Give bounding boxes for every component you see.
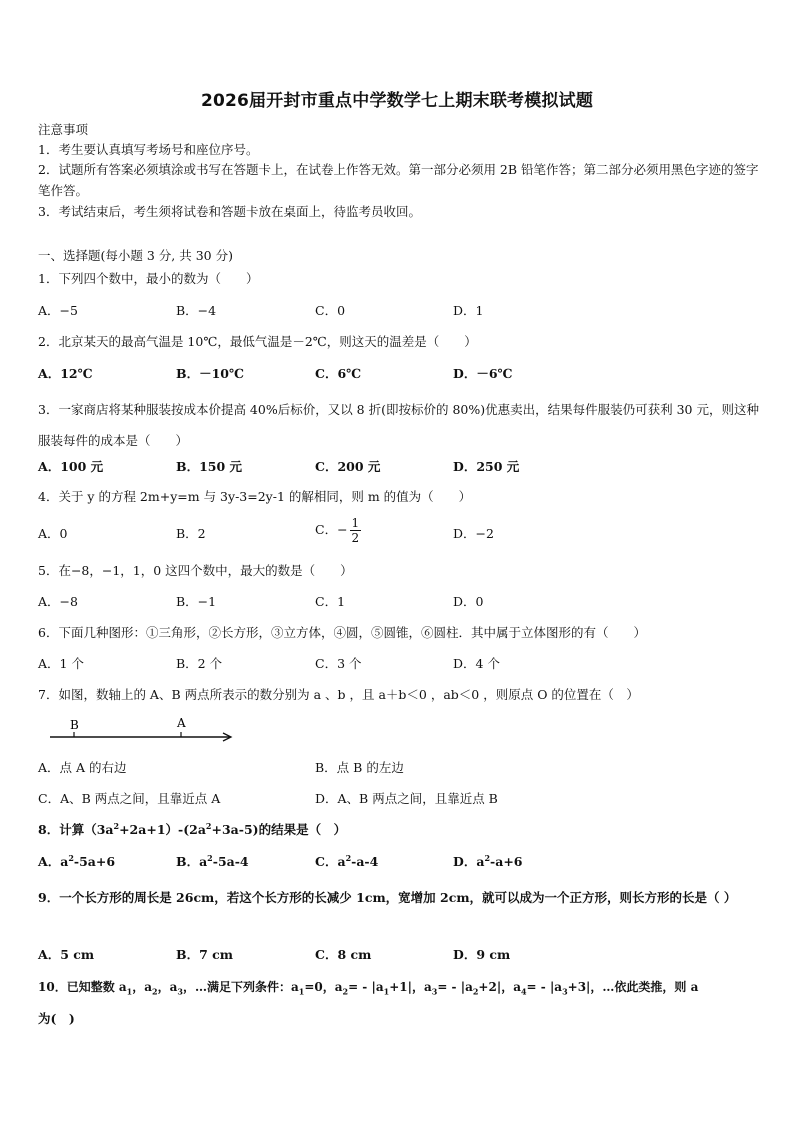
point-b-label: B bbox=[70, 718, 79, 732]
q2-option-c: C．6℃ bbox=[315, 366, 362, 381]
option-text: C．a bbox=[315, 854, 346, 869]
option-text: B．a bbox=[176, 854, 208, 869]
q8-option-b bbox=[176, 853, 249, 871]
q7-option-d: D．A、B 两点之间，且靠近点 B bbox=[315, 791, 498, 806]
notice-item-3: 3．考试结束后，考生须将试卷和答题卡放在桌面上，待监考员收回。 bbox=[38, 204, 421, 219]
q10-stem-part: ，a bbox=[132, 980, 153, 994]
question-7-stem: 7．如图，数轴上的 A、B 两点所表示的数分别为 a 、b ，且 a＋b＜0 ，ab＜0 ，则原点 O 的位置在（ ） bbox=[38, 687, 639, 702]
subscript: 3 bbox=[177, 986, 183, 997]
q10-stem-part: 10．已知整数 a bbox=[38, 980, 127, 994]
subscript: 2 bbox=[152, 986, 158, 997]
option-text: -5a+6 bbox=[73, 854, 116, 869]
q8-stem-part: +3a-5)的结果是（ ） bbox=[211, 822, 347, 837]
q6-option-b: B．2 个 bbox=[176, 656, 223, 671]
exponent: 2 bbox=[68, 852, 74, 863]
exponent: 2 bbox=[207, 852, 213, 863]
q10-stem-part: ，a bbox=[157, 980, 178, 994]
q8-option-d bbox=[453, 853, 523, 871]
question-10-stem bbox=[38, 978, 698, 996]
option-text: -a-4 bbox=[351, 854, 379, 869]
q2-option-a: A．12℃ bbox=[38, 366, 93, 381]
subscript: 2 bbox=[472, 986, 479, 997]
q4-option-b: B．2 bbox=[176, 526, 206, 541]
q9-option-c: C．8 cm bbox=[315, 947, 372, 962]
q10-stem-part: ，…满足下列条件：a bbox=[182, 980, 299, 994]
q1-option-d: D．1 bbox=[453, 303, 484, 318]
number-line-figure bbox=[50, 716, 240, 746]
q8-exponent: 2 bbox=[205, 820, 212, 831]
point-a-label: A bbox=[177, 716, 186, 730]
question-8-stem bbox=[38, 821, 346, 839]
question-10-stem-line2: 为( ) bbox=[38, 1011, 75, 1026]
subscript: 1 bbox=[298, 986, 305, 997]
q10-stem-part: +1|，a bbox=[389, 980, 432, 994]
fraction-numerator: 1 bbox=[351, 516, 360, 530]
exponent: 2 bbox=[484, 852, 491, 863]
question-9-stem: 9．一个长方形的周长是 26cm，若这个长方形的长减少 1cm，宽增加 2cm，就可以成为一个正方形，则长方形的长是（ ） bbox=[38, 890, 737, 905]
fraction-one-half bbox=[350, 516, 362, 545]
q8-stem-part: 8．计算（3a bbox=[38, 822, 114, 837]
q9-option-a: A．5 cm bbox=[38, 947, 95, 962]
q7-option-b: B．点 B 的左边 bbox=[315, 760, 404, 775]
option-text: A．a bbox=[38, 854, 69, 869]
question-4-stem: 4．关于 y 的方程 2m+y=m 与 3y-3=2y-1 的解相同，则 m 的值为（ ） bbox=[38, 489, 472, 504]
question-1-stem: 1．下列四个数中，最小的数为（ ） bbox=[38, 271, 259, 286]
q2-option-d: D．－6℃ bbox=[453, 366, 513, 381]
exponent: 2 bbox=[345, 852, 352, 863]
q1-option-a: A．−5 bbox=[38, 303, 78, 318]
option-text: -a+6 bbox=[490, 854, 523, 869]
option-text: -5a-4 bbox=[212, 854, 249, 869]
q10-stem-part: = - |a bbox=[437, 980, 473, 994]
q7-option-c: C．A、B 两点之间，且靠近点 A bbox=[38, 791, 221, 806]
q10-stem-part: +2|，a bbox=[478, 980, 521, 994]
section-heading: 一、选择题(每小题 3 分, 共 30 分) bbox=[38, 248, 233, 263]
notice-item-2: 2．试题所有答案必须填涂或书写在答题卡上，在试卷上作答无效。第一部分必须用 2B 铅笔作答；第二部分必须用黑色字迹的签字笔作答。 bbox=[38, 162, 759, 198]
q9-option-d: D．9 cm bbox=[453, 947, 511, 962]
q10-stem-part: =0，a bbox=[304, 980, 343, 994]
q10-stem-part: = - |a bbox=[348, 980, 384, 994]
q1-option-c: C．0 bbox=[315, 303, 346, 318]
q5-option-c: C．1 bbox=[315, 594, 346, 609]
q1-option-b: B．−4 bbox=[176, 303, 217, 318]
subscript: 3 bbox=[431, 986, 438, 997]
q9-option-b: B．7 cm bbox=[176, 947, 233, 962]
q6-option-d: D．4 个 bbox=[453, 656, 500, 671]
q6-option-c: C．3 个 bbox=[315, 656, 362, 671]
q4-option-a: A．0 bbox=[38, 526, 68, 541]
q8-option-a bbox=[38, 853, 115, 871]
notice-item-1: 1．考生要认真填写考场号和座位序号。 bbox=[38, 142, 259, 157]
q2-option-b: B．－10℃ bbox=[176, 366, 244, 381]
q10-stem-part: = - |a bbox=[526, 980, 563, 994]
page-title: 2026届开封市重点中学数学七上期末联考模拟试题 bbox=[200, 91, 594, 111]
q8-stem-part: +2a+1）-(2a bbox=[119, 822, 206, 837]
q10-stem-part: +3|，…依此类推，则 a bbox=[567, 980, 699, 994]
q8-exponent: 2 bbox=[113, 820, 120, 831]
subscript: 2 bbox=[342, 986, 349, 997]
q4-option-d: D．−2 bbox=[453, 526, 494, 541]
q8-option-c bbox=[315, 853, 378, 871]
q6-option-a: A．1 个 bbox=[38, 656, 84, 671]
q3-option-c: C．200 元 bbox=[315, 459, 381, 474]
option-text: D．a bbox=[453, 854, 485, 869]
q3-option-a: A．100 元 bbox=[38, 459, 104, 474]
question-5-stem: 5．在−8，−1，1，0 这四个数中，最大的数是（ ） bbox=[38, 563, 353, 578]
subscript: 1 bbox=[383, 986, 390, 997]
q3-option-d: D．250 元 bbox=[453, 459, 520, 474]
fraction-denominator: 2 bbox=[351, 531, 360, 545]
question-6-stem: 6．下面几种图形：①三角形，②长方形，③立方体，④圆，⑤圆锥，⑥圆柱．其中属于立体图形的有（ ） bbox=[38, 625, 646, 640]
q5-option-d: D．0 bbox=[453, 594, 484, 609]
q7-option-a: A．点 A 的右边 bbox=[38, 760, 127, 775]
q5-option-a: A．−8 bbox=[38, 594, 78, 609]
subscript: 4 bbox=[520, 986, 527, 997]
subscript: 1 bbox=[126, 986, 133, 997]
subscript: 3 bbox=[562, 986, 568, 997]
q3-option-b: B．150 元 bbox=[176, 459, 243, 474]
q4-option-c bbox=[315, 516, 363, 545]
q5-option-b: B．−1 bbox=[176, 594, 217, 609]
q4-option-c-label: C．− bbox=[315, 522, 348, 537]
question-2-stem: 2．北京某天的最高气温是 10℃，最低气温是－2℃，则这天的温差是（ ） bbox=[38, 334, 477, 349]
question-3-stem: 3．一家商店将某种服装按成本价提高 40%后标价，又以 8 折(即按标价的 80%)优惠卖出，结果每件服装仍可获利 30 元，则这种服装每件的成本是（ ） bbox=[38, 402, 759, 448]
notice-heading: 注意事项 bbox=[38, 122, 89, 137]
